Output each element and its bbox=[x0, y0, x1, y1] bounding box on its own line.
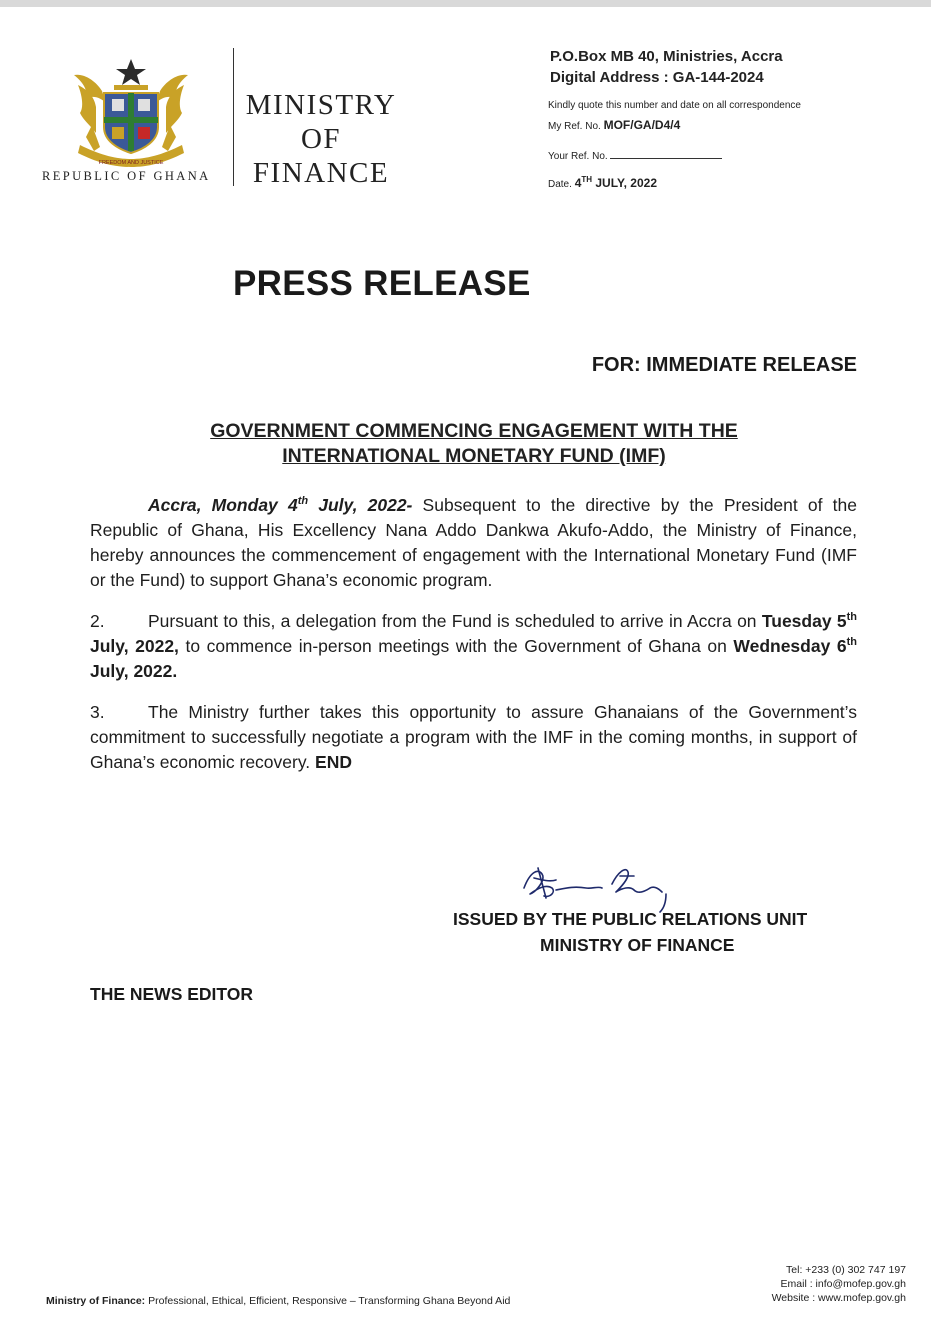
emblem-banner-text: FREEDOM AND JUSTICE bbox=[98, 160, 164, 166]
paragraph-1 bbox=[90, 493, 857, 593]
address-line-1: P.O.Box MB 40, Ministries, Accra bbox=[550, 48, 783, 65]
p2-text-1: Pursuant to this, a delegation from the Fund is scheduled to arrive in Accra on bbox=[148, 611, 762, 631]
postal-address bbox=[550, 46, 783, 88]
my-ref-label: My Ref. No. bbox=[548, 121, 601, 132]
headline-line-1: GOVERNMENT COMMENCING ENGAGEMENT WITH THE bbox=[210, 420, 738, 442]
footer-website: Website : www.mofep.gov.gh bbox=[771, 1292, 906, 1304]
date-day: 4 bbox=[574, 176, 582, 190]
release-type: FOR: IMMEDIATE RELEASE bbox=[591, 354, 857, 376]
p1-lead-tail: July, 2022- bbox=[308, 495, 413, 515]
p2-text-2: to commence in-person meetings with the Government of Ghana on bbox=[178, 636, 734, 656]
my-ref bbox=[548, 118, 680, 132]
your-ref-blank bbox=[610, 150, 722, 159]
footer-motto-text: Professional, Ethical, Efficient, Responsive – Transforming Ghana Beyond Aid bbox=[145, 1295, 511, 1307]
footer-tel: Tel: +233 (0) 302 747 197 bbox=[786, 1264, 906, 1276]
headline bbox=[90, 419, 858, 469]
top-border-strip bbox=[0, 0, 931, 7]
press-release-title: PRESS RELEASE bbox=[233, 264, 531, 303]
p1-lead-sup: th bbox=[297, 495, 309, 508]
your-ref-label: Your Ref. No. bbox=[548, 151, 608, 162]
date-suffix: TH bbox=[581, 175, 593, 184]
p2-sup-2: th bbox=[846, 636, 857, 649]
header-divider bbox=[233, 48, 234, 186]
your-ref bbox=[548, 150, 722, 162]
footer-email: Email : info@mofep.gov.gh bbox=[780, 1278, 906, 1290]
footer-motto bbox=[46, 1295, 510, 1307]
address-line-2: Digital Address : GA-144-2024 bbox=[550, 69, 764, 86]
issued-by-line-2: MINISTRY OF FINANCE bbox=[540, 935, 735, 955]
date-rest: JULY, 2022 bbox=[592, 176, 657, 190]
p3-text: The Ministry further takes this opportunity to assure Ghanaians of the Government’s commitment to successfully negotiate a program with the IMF in the coming months, in support of Ghana’s economic recovery. bbox=[90, 702, 857, 772]
republic-of-ghana-caption: REPUBLIC OF GHANA bbox=[42, 169, 211, 183]
p1-lead: Accra, Monday 4 bbox=[148, 495, 298, 515]
footer-contacts bbox=[772, 1263, 906, 1305]
ministry-line-2: OF bbox=[300, 123, 342, 155]
p2-sup-1: th bbox=[846, 611, 858, 624]
ministry-line-3: FINANCE bbox=[252, 157, 390, 189]
headline-line-2: INTERNATIONAL MONETARY FUND (IMF) bbox=[282, 445, 666, 467]
paragraph-2 bbox=[90, 609, 857, 684]
p2-bold-2: Wednesday 6 bbox=[733, 636, 847, 656]
p3-number: 3. bbox=[90, 702, 105, 722]
ministry-name bbox=[240, 88, 402, 190]
date-label: Date. bbox=[548, 179, 572, 190]
quote-note: Kindly quote this number and date on all correspondence bbox=[548, 100, 801, 111]
p2-bold-1: Tuesday 5 bbox=[761, 611, 847, 631]
letter-date bbox=[548, 175, 657, 190]
paragraph-3 bbox=[90, 700, 857, 775]
issued-by-line-1: ISSUED BY THE PUBLIC RELATIONS UNIT bbox=[453, 909, 808, 929]
footer-org: Ministry of Finance: bbox=[46, 1295, 146, 1307]
ghana-coat-of-arms-icon bbox=[66, 55, 196, 170]
p2-number: 2. bbox=[90, 611, 105, 631]
issued-by bbox=[453, 906, 807, 958]
p2-bold-2-tail: July, 2022. bbox=[90, 661, 178, 681]
p1-body: Subsequent to the directive by the President of the Republic of Ghana, His Excellency Nana Addo Dankwa Akufo-Addo, the Ministry of Finance, hereby announces the commencement of engagement with the International Monetary Fund (IMF or the Fund) to support Ghana’s economic program. bbox=[90, 495, 858, 590]
my-ref-value: MOF/GA/D4/4 bbox=[603, 118, 681, 132]
addressee: THE NEWS EDITOR bbox=[90, 984, 254, 1004]
p3-end: END bbox=[315, 752, 352, 772]
ministry-line-1: MINISTRY bbox=[245, 89, 397, 121]
p2-bold-1-tail: July, 2022, bbox=[90, 636, 179, 656]
